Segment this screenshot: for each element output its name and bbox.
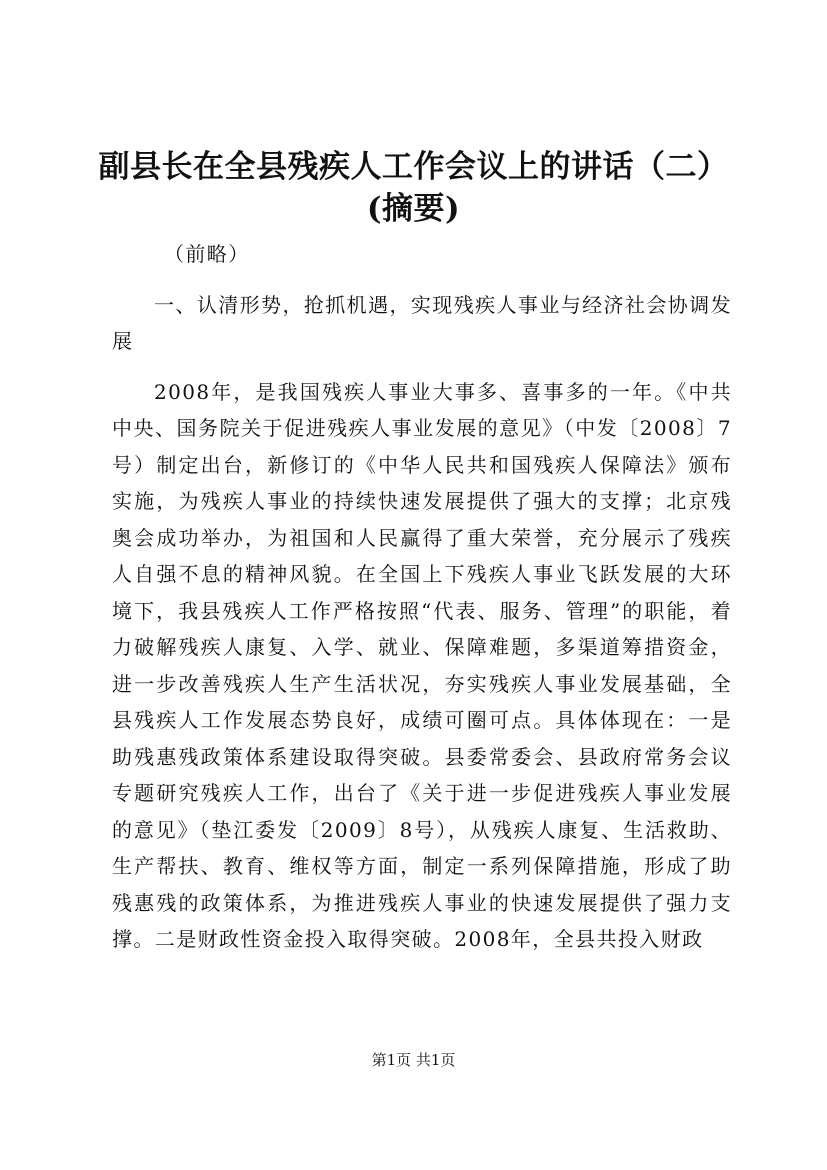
page-footer: 第1页 共1页	[371, 1051, 456, 1069]
document-body	[112, 236, 732, 958]
section-heading: 一、认清形势，抢抓机遇，实现残疾人事业与经济社会协调发展	[112, 292, 732, 353]
preface-text: （前略）	[164, 242, 250, 266]
document-title: 副县长在全县残疾人工作会议上的讲话（二）	[98, 149, 729, 185]
body-paragraph: 2008年，是我国残疾人事业大事多、喜事多的一年。《中共中央、国务院关于促进残疾人事业发展的意见》（中发〔2008〕7号）制定出台，新修订的《中华人民共和国残疾人保障法》颁布实施，为残疾人事业的持续快速发展提供了强大的支撑；北京残奥会成功举办，为祖国和人民赢得了重大荣誉，充分展示了残疾人自强不息的精神风貌。在全国上下残疾人事业飞跃发展的大环境下，我县残疾人工作严格按照“代表、服务、管理”的职能，着力破解残疾人康复、入学、就业、保障难题，多渠道筹措资金，进一步改善残疾人生产生活状况，夯实残疾人事业发展基础，全县残疾人工作发展态势良好，成绩可圈可点。具体体现在：一是助残惠残政策体系建设取得突破。县委常委会、县政府常务会议专题研究残疾人工作，出台了《关于进一步促进残疾人事业发展的意见》（垫江委发〔2009〕8号），从残疾人康复、生活救助、生产帮扶、教育、维权等方面，制定一系列保障措施，形成了助残惠残的政策体系，为推进残疾人事业的快速发展提供了强力支撑。二是财政性资金投入取得突破。2008年，全县共投入财政	[112, 379, 732, 951]
document-subtitle: (摘要)	[366, 191, 461, 227]
